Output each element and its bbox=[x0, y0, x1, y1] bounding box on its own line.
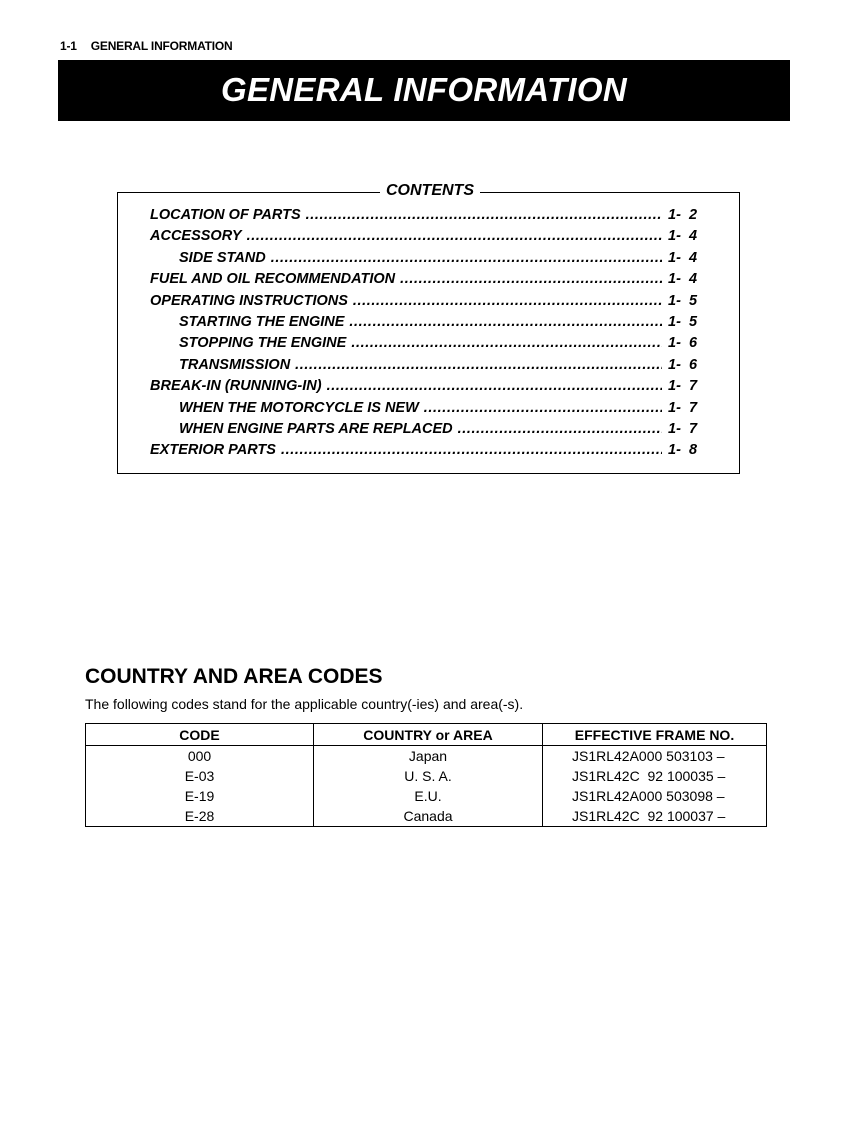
toc-entry[interactable] bbox=[150, 314, 702, 335]
table-row bbox=[86, 746, 767, 767]
toc-leader-dots bbox=[306, 207, 662, 223]
toc-entry[interactable] bbox=[150, 335, 702, 356]
toc-entry[interactable] bbox=[150, 357, 702, 378]
contents-box bbox=[117, 182, 740, 474]
toc-entry-label: WHEN ENGINE PARTS ARE REPLACED bbox=[179, 420, 453, 437]
toc-entry-page: 1- 5 bbox=[668, 292, 698, 309]
column-header-country: COUNTRY or AREA bbox=[314, 724, 543, 746]
toc-leader-dots bbox=[271, 250, 662, 266]
toc-entry[interactable] bbox=[150, 271, 702, 292]
toc-entry-page: 1- 6 bbox=[668, 356, 698, 373]
toc-leader-dots bbox=[351, 335, 662, 351]
cell-frame-no: JS1RL42C 92 100035 – bbox=[543, 766, 767, 786]
running-header bbox=[60, 39, 233, 53]
table-header-row bbox=[86, 724, 767, 746]
toc-entry-label: OPERATING INSTRUCTIONS bbox=[150, 292, 348, 309]
toc-entry-label: BREAK-IN (RUNNING-IN) bbox=[150, 378, 322, 395]
toc-entry-page: 1- 5 bbox=[668, 313, 698, 330]
toc-entry[interactable] bbox=[150, 400, 702, 421]
header-section-name: GENERAL INFORMATION bbox=[90, 39, 233, 53]
toc-leader-dots bbox=[349, 314, 662, 330]
toc-entry-page: 1- 6 bbox=[668, 335, 698, 352]
cell-country: Canada bbox=[314, 806, 543, 827]
toc-entry[interactable] bbox=[150, 207, 702, 228]
country-codes-table bbox=[85, 723, 767, 827]
table-row bbox=[86, 786, 767, 806]
toc-leader-dots bbox=[458, 421, 662, 437]
toc-entry-label: ACCESSORY bbox=[150, 228, 242, 245]
toc-entry-label: TRANSMISSION bbox=[179, 356, 291, 373]
toc-entry[interactable] bbox=[150, 293, 702, 314]
cell-frame-no: JS1RL42A000 503103 – bbox=[543, 746, 767, 767]
toc-entry-label: WHEN THE MOTORCYCLE IS NEW bbox=[179, 399, 419, 416]
toc-entry-label: LOCATION OF PARTS bbox=[150, 207, 301, 223]
toc-entry-page: 1- 8 bbox=[668, 442, 698, 459]
title-bar bbox=[58, 60, 790, 121]
toc-entry[interactable] bbox=[150, 442, 702, 463]
cell-country: Japan bbox=[314, 746, 543, 767]
country-codes-title: COUNTRY AND AREA CODES bbox=[85, 665, 383, 688]
toc-entry[interactable] bbox=[150, 378, 702, 399]
toc-entry-label: EXTERIOR PARTS bbox=[150, 442, 276, 459]
toc-leader-dots bbox=[424, 400, 662, 416]
cell-code: E-03 bbox=[86, 766, 314, 786]
table-of-contents bbox=[150, 207, 702, 464]
toc-leader-dots bbox=[281, 442, 662, 458]
toc-entry[interactable] bbox=[150, 250, 702, 271]
cell-frame-no: JS1RL42C 92 100037 – bbox=[543, 806, 767, 827]
column-header-frame-no: EFFECTIVE FRAME NO. bbox=[543, 724, 767, 746]
country-codes-description: The following codes stand for the applicable country(-ies) and area(-s). bbox=[85, 696, 524, 712]
cell-code: E-19 bbox=[86, 786, 314, 806]
toc-leader-dots bbox=[247, 228, 662, 244]
toc-entry-page: 1- 7 bbox=[668, 378, 698, 395]
toc-entry-page: 1- 7 bbox=[668, 420, 698, 437]
toc-entry-label: SIDE STAND bbox=[179, 249, 266, 266]
table-row bbox=[86, 806, 767, 827]
cell-frame-no: JS1RL42A000 503098 – bbox=[543, 786, 767, 806]
toc-leader-dots bbox=[295, 357, 662, 373]
cell-code: E-28 bbox=[86, 806, 314, 827]
contents-heading: CONTENTS bbox=[380, 182, 480, 200]
toc-entry-page: 1- 4 bbox=[668, 249, 698, 266]
cell-country: U. S. A. bbox=[314, 766, 543, 786]
toc-entry-page: 1- 2 bbox=[668, 207, 698, 223]
toc-entry[interactable] bbox=[150, 228, 702, 249]
cell-code: 000 bbox=[86, 746, 314, 767]
toc-entry[interactable] bbox=[150, 421, 702, 442]
toc-entry-page: 1- 7 bbox=[668, 399, 698, 416]
toc-entry-label: FUEL AND OIL RECOMMENDATION bbox=[150, 271, 396, 288]
toc-entry-label: STOPPING THE ENGINE bbox=[179, 335, 347, 352]
page-title: GENERAL INFORMATION bbox=[221, 70, 627, 108]
toc-leader-dots bbox=[327, 378, 662, 394]
toc-entry-page: 1- 4 bbox=[668, 271, 698, 288]
toc-entry-label: STARTING THE ENGINE bbox=[179, 313, 345, 330]
column-header-code: CODE bbox=[86, 724, 314, 746]
toc-entry-page: 1- 4 bbox=[668, 228, 698, 245]
table-row bbox=[86, 766, 767, 786]
toc-leader-dots bbox=[400, 271, 662, 287]
header-page-number: 1-1 bbox=[60, 39, 77, 53]
cell-country: E.U. bbox=[314, 786, 543, 806]
toc-leader-dots bbox=[353, 293, 662, 309]
